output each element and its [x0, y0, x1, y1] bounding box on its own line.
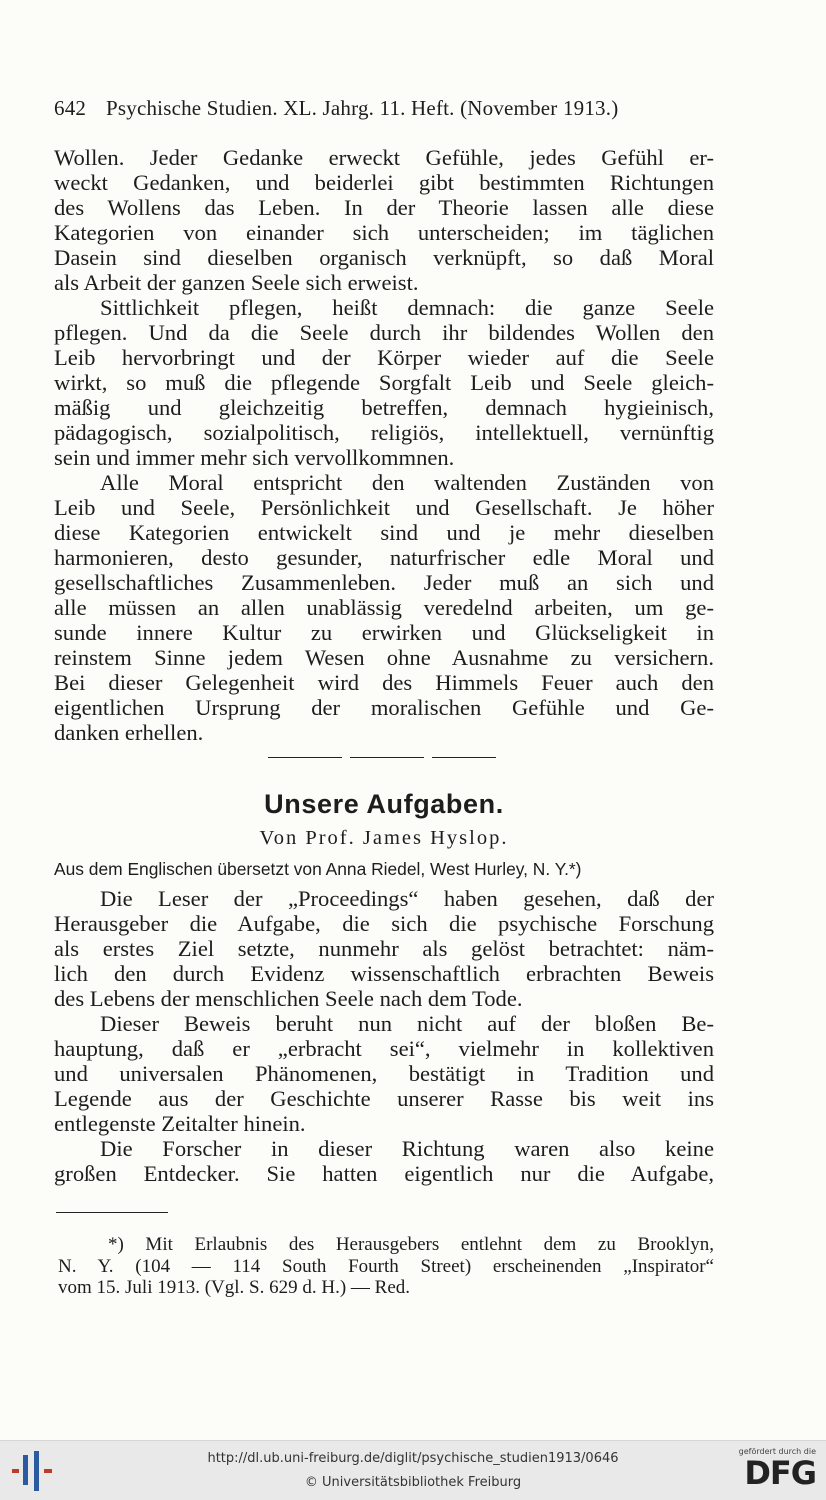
funding-note: gefördert durch die	[738, 1447, 816, 1456]
footnote-line: *) Mit Erlaubnis des Herausgebers entlehnt dem zu Brooklyn,	[108, 1234, 714, 1255]
section-divider	[268, 757, 504, 761]
paragraph	[54, 470, 714, 745]
text-line: Dasein sind dieselben organisch verknüpft, so daß Moral	[54, 245, 714, 270]
text-line: Wollen. Jeder Gedanke erweckt Gefühle, jedes Gefühl er-	[54, 145, 714, 170]
text-line: Leib und Seele, Persönlichkeit und Gesellschaft. Je höher	[54, 495, 714, 520]
text-line: pflegen. Und da die Seele durch ihr bildendes Wollen den	[54, 320, 714, 345]
text-line: Sittlichkeit pflegen, heißt demnach: die ganze Seele	[100, 295, 714, 320]
text-line: sein und immer mehr sich vervollkommnen.	[54, 445, 455, 470]
document-url[interactable]: http://dl.ub.uni-freiburg.de/diglit/psychische_studien1913/0646	[207, 1451, 619, 1466]
dfg-logo	[730, 1447, 816, 1495]
footnote	[58, 1234, 714, 1299]
footnote-line: vom 15. Juli 1913. (Vgl. S. 629 d. H.) — Red.	[58, 1277, 411, 1298]
running-header	[54, 96, 714, 126]
paragraph	[54, 1011, 714, 1136]
text-line: Leib hervorbringt und der Körper wieder auf die Seele	[54, 345, 714, 370]
dfg-logo-text: DFG	[744, 1454, 816, 1492]
text-line: des Lebens der menschlichen Seele nach dem Tode.	[54, 986, 523, 1011]
text-line: mäßig und gleichzeitig betreffen, demnach hygieinisch,	[54, 395, 714, 420]
text-line: als Arbeit der ganzen Seele sich erweist.	[54, 270, 419, 295]
text-line: entlegenste Zeitalter hinein.	[54, 1111, 306, 1136]
paragraph	[54, 145, 714, 295]
body-text-bottom	[54, 886, 714, 1186]
paragraph	[54, 1136, 714, 1186]
copyright-notice: © Universitätsbibliothek Freiburg	[304, 1475, 522, 1490]
article-author: Von Prof. James Hyslop.	[259, 827, 509, 849]
text-line: diese Kategorien entwickelt sind und je mehr dieselben	[54, 520, 714, 545]
text-line: reinstem Sinne jedem Wesen ohne Ausnahme zu versichern.	[54, 645, 714, 670]
translator-note: Aus dem Englischen übersetzt von Anna Riedel, West Hurley, N. Y.*)	[54, 859, 582, 879]
text-line: alle müssen an allen unablässig veredelnd arbeiten, um ge-	[54, 595, 714, 620]
text-line: gesellschaftliches Zusammenleben. Jeder muß an sich und	[54, 570, 714, 595]
text-line: danken erhellen.	[54, 720, 204, 745]
text-line: pädagogisch, sozialpolitisch, religiös, intellektuell, vernünftig	[54, 420, 714, 445]
text-line: großen Entdecker. Sie hatten eigentlich nur die Aufgabe,	[54, 1161, 714, 1186]
paragraph	[54, 295, 714, 470]
text-line: wirkt, so muß die pflegende Sorgfalt Leib und Seele gleich-	[54, 370, 714, 395]
body-text-top	[54, 145, 714, 745]
text-line: Die Leser der „Proceedings“ haben gesehen, daß der	[100, 886, 714, 911]
text-line: Legende aus der Geschichte unserer Rasse bis weit ins	[54, 1086, 714, 1111]
text-line: lich den durch Evidenz wissenschaftlich erbrachten Beweis	[54, 961, 714, 986]
paragraph	[54, 886, 714, 1011]
text-line: als erstes Ziel setzte, nunmehr als gelöst betrachtet: näm-	[54, 936, 714, 961]
text-line: Alle Moral entspricht den waltenden Zuständen von	[100, 470, 714, 495]
text-line: weckt Gedanken, und beiderlei gibt bestimmten Richtungen	[54, 170, 714, 195]
article-title: Unsere Aufgaben.	[264, 789, 504, 819]
page-number: 642	[54, 96, 87, 120]
running-title: Psychische Studien. XL. Jahrg. 11. Heft. (November 1913.)	[106, 96, 619, 120]
text-line: hauptung, daß er „erbracht sei“, vielmehr in kollektiven	[54, 1036, 714, 1061]
viewer-footer	[0, 1440, 826, 1500]
text-line: des Wollens das Leben. In der Theorie lassen alle diese	[54, 195, 714, 220]
text-line: Bei dieser Gelegenheit wird des Himmels Feuer auch den	[54, 670, 714, 695]
text-line: und universalen Phänomenen, bestätigt in Tradition und	[54, 1061, 714, 1086]
footnote-line: N. Y. (104 — 114 South Fourth Street) erscheinenden „Inspirator“	[58, 1255, 714, 1277]
divider-segment	[350, 757, 424, 758]
divider-segment	[432, 757, 496, 758]
text-line: Dieser Beweis beruht nun nicht auf der bloßen Be-	[100, 1011, 714, 1036]
text-line: eigentlichen Ursprung der moralischen Gefühle und Ge-	[54, 695, 714, 720]
footnote-rule	[56, 1212, 168, 1213]
text-line: harmonieren, desto gesunder, naturfrischer edle Moral und	[54, 545, 714, 570]
divider-segment	[268, 757, 342, 758]
text-line: Die Forscher in dieser Richtung waren also keine	[100, 1136, 714, 1161]
text-line: sunde innere Kultur zu erwirken und Glückseligkeit in	[54, 620, 714, 645]
text-line: Kategorien von einander sich unterscheiden; im täglichen	[54, 220, 714, 245]
text-line: Herausgeber die Aufgabe, die sich die psychische Forschung	[54, 911, 714, 936]
